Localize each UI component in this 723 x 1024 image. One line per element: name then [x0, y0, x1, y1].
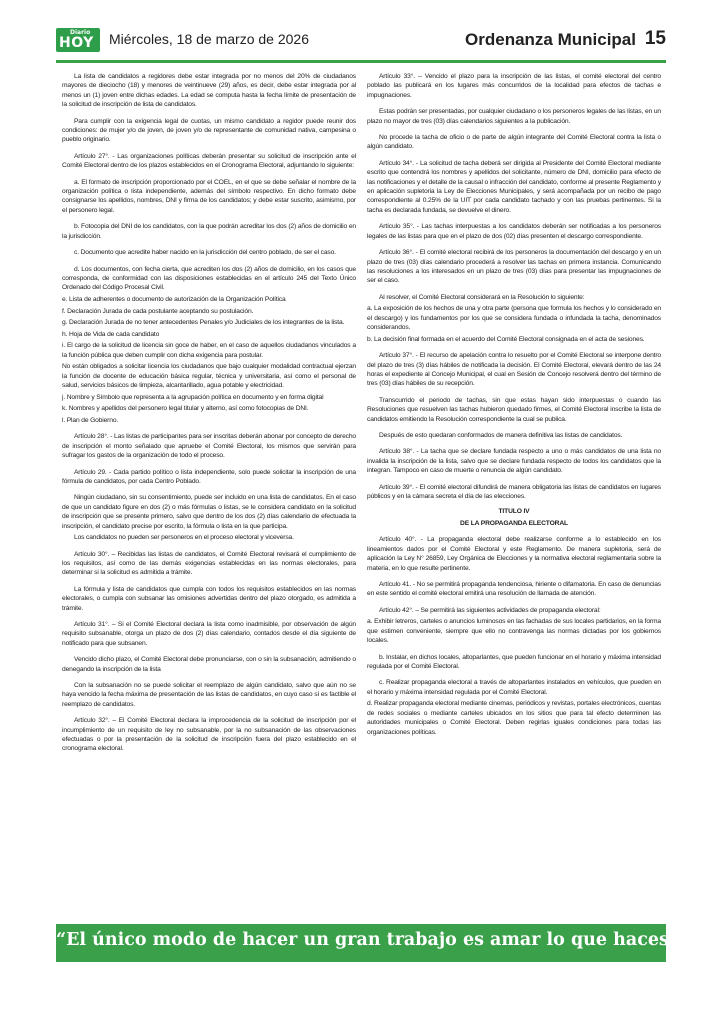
paragraph: Vencido dicho plazo, el Comité Electoral debe pronunciarse, con o sin la subsanación, admitiendo o denegando la inscripción de la lista	[62, 656, 356, 673]
paragraph: La lista de candidatos a regidores debe estar integrada por no menos del 20% de ciudadanos mayores de dieciocho (18) y menores de veintinueve (29) años, es decir, debe estar integrada por al menos un (1) joven entre dichas edades. La edad se computa hasta la fecha límite de presentación de la solicitud de inscripción de lista de candidatos.	[62, 73, 356, 109]
paragraph: Artículo 28°. - Las listas de participantes para ser inscritas deberán abonar por concepto de derecho de inscripción el monto señalado que apruebe el Comité Electoral, los mismos que servirán para sufragar los gastos de la organización de todo el proceso.	[62, 433, 356, 460]
paragraph: Artículo 41. - No se permitirá propaganda tendenciosa, hiriente o difamatoria. En caso de denuncias en este sentido el comité electoral emitirá una resolución de llamada de atención.	[367, 581, 661, 598]
paragraph: l. Plan de Gobierno.	[62, 416, 119, 424]
paragraph: b. Instalar, en dichos locales, altoparlantes, que pueden funcionar en el horario y máxima intensidad regulada por el Comité Electoral.	[367, 653, 661, 671]
section-title: Ordenanza Municipal	[465, 30, 636, 49]
paragraph: Artículo 33°. – Vencido el plazo para la inscripción de las listas, el comité electoral del centro poblado las publicará en los lugares más concurridos de la localidad para efectos de tachas e impugnaciones.	[367, 73, 661, 99]
paragraph: Con la subsanación no se puede solicitar el reemplazo de algún candidato, salvo que aún no se haya vencido la fecha máxima de presentación de las listas de candidatos, en cuyo caso sí es factible el reemplazo de candidatos.	[62, 682, 356, 708]
paragraph: h. Hoja de Vida de cada candidato	[62, 330, 160, 338]
paragraph: Artículo 32°. – El Comité Electoral declara la improcedencia de la solicitud de inscripción por el incumplimiento de un requisito de ley no subsanable, por la no subsanación de las observaciones efectuadas o por la presentación de la solicitud de inscripción fuera del plazo establecido en el cronograma electoral.	[62, 717, 356, 753]
section-heading: DE LA PROPAGANDA ELECTORAL	[460, 520, 568, 527]
paragraph: Artículo 27°. - Las organizaciones políticas deberán presentar su solicitud de inscripción ante el Comité Electoral dentro de los plazos establecidos en el Cronograma Electoral, adjuntando lo siguiente:	[62, 152, 356, 170]
page-header	[56, 28, 666, 54]
quote-text: “El único modo de hacer un gran trabajo es amar lo que haces”	[56, 930, 679, 950]
page-number: 15	[644, 28, 666, 49]
paragraph: Artículo 29. - Cada partido político o lista independiente, solo puede solicitar la inscripción de una fórmula de candidatos, por cada Centro Poblado.	[62, 468, 356, 485]
paragraph: No están obligados a solicitar licencia los ciudadanos que bajo cualquier modalidad contractual ejerzan la función de docente de educación básica regular, técnica y universitaria, así como el personal de salud, servicios básicos de limpieza, alcantarillado, agua potable y electricidad.	[62, 363, 356, 390]
paragraph: c. Documento que acredite haber nacido en la jurisdicción del centro poblado, de ser el caso.	[74, 249, 336, 257]
right-text-column	[367, 72, 661, 908]
paragraph: c. Realizar propaganda electoral a través de altoparlantes instalados en vehículos, que pueden en el horario y máxima intensidad regulada por el Comité Electoral.	[367, 679, 661, 696]
paragraph: b. La decisión final formada en el acuerdo del Comité Electoral consignada en el acta de sesiones.	[367, 335, 645, 343]
logo-hoy-text: HOY	[59, 35, 94, 51]
paragraph: Artículo 39°. - El comité electoral difundirá de manera obligatoria las listas de candidatos en lugares públicos y en la cámara secreta el día de las elecciones.	[367, 483, 661, 500]
paragraph: Artículo 35°. - Las tachas interpuestas a los candidatos deberán ser notificadas a los personeros legales de las listas para que en el plazo de dos (02) días presenten el descargo correspondiente.	[367, 223, 661, 240]
paragraph: Ningún ciudadano, sin su consentimiento, puede ser incluido en una lista de candidatos. En el caso de que un candidato figure en dos (2) o más fórmulas o listas, se le considera candidato en la solicitud de inscripción que se presente primero, salvo que dentro de los dos (2) días calendario de efectuada la inscripción, el candidato precise por escrito, la fórmula o lista en la que participa.	[62, 494, 356, 530]
section-heading: TITULO IV	[498, 508, 530, 516]
paragraph: Al resolver, el Comité Electoral considerará en la Resolución lo siguiente:	[379, 293, 585, 301]
paragraph: Artículo 42°. – Se permitirá las siguientes actividades de propaganda electoral:	[379, 606, 601, 614]
logo-diario-text: Diario	[70, 29, 91, 36]
paragraph: g. Declaración Jurada de no tener antecedentes Penales y/o Judiciales de los integrantes de la lista.	[62, 319, 345, 327]
header-divider	[56, 60, 666, 63]
paragraph: Artículo 30°. – Recibidas las listas de candidatos, el Comité Electoral revisará el cumplimiento de los requisitos, así como de las demás exigencias establecidas en las normas electorales, para determinar si la solicitud es admitida a trámite.	[62, 550, 356, 577]
paragraph: Artículo 36°. - El comité electoral recibirá de los personeros la documentación del descargo y en un plazo de tres (03) días calendario procederá a resolver las tachas en primera instancia. Comunicando las resoluciones a los interesados en un plazo de tres (03) días para presentar las impugnaciones de ser el caso.	[367, 249, 661, 285]
paragraph: a. La exposición de los hechos de una y otra parte (persona que formula los hechos y lo considerado en el descargo) y los fundamentos por los que se considera fundada o infundada la tacha, denominados considerandos.	[367, 305, 661, 332]
paragraph: Artículo 31°. – Si el Comité Electoral declara la lista como inadmisible, por observación de algún requisito subsanable, otorga un plazo de dos (2) días calendario, contados desde el día siguiente de notificado para que subsanen.	[62, 620, 356, 647]
paragraph: La fórmula y lista de candidatos que cumpla con todos los requisitos establecidos en las normas electorales, o cumpla con subsanar las omisiones advertidas dentro del plazo otorgado, es admitida a trámite.	[62, 585, 356, 612]
paragraph: b. Fotocopia del DNI de los candidatos, con la que podrán acreditar los dos (2) años de domicilio en la jurisdicción.	[62, 223, 356, 240]
paragraph: d. Los documentos, con fecha cierta, que acrediten los dos (2) años de domicilio, en los casos que corresponda, de conformidad con las disposiciones establecidas en el artículo 245 del Texto Único Ordenado del Código Procesal Civil.	[62, 265, 356, 292]
paragraph: Artículo 40°. - La propaganda electoral debe realizarse conforme a lo establecido en los lineamientos dados por el Comité Electoral y este Reglamento. De manera supletoria, será de aplicación la Ley N° 26859, Ley Orgánica de Elecciones y la normativa electoral reglamentaria sobre la materia, en lo que resulte pertinente.	[367, 536, 661, 572]
paragraph: a. El formato de inscripción proporcionado por el COEL, en el que se debe señalar el nombre de la organización política o lista independiente, además del símbolo respectivo. En dicho formato debe consignarse los apellidos, nombres, DNI y firma de los candidatos; y debe estar suscrito, asimismo, por el personero legal.	[62, 178, 356, 214]
paragraph: Artículo 34°. - La solicitud de tacha deberá ser dirigida al Presidente del Comité Electoral mediante escrito que contendrá los nombres y apellidos del solicitante, número de DNI, domicilio para efecto de las notificaciones y el detalle de la causal o infracción del candidato, conforme al presente Reglamento y en aplicación supletoria la Ley de Elecciones Municipales, y será acompañada por un recibo de pago correspondiente al 0.25% de la UIT por cada candidato tachado y con las pruebas pertinentes. Si la tacha es declarada fundada, se devuelve el dinero.	[367, 159, 661, 214]
paragraph: d. Realizar propaganda electoral mediante cinemas, periódicos y revistas, portales electrónicos, cuentas de redes sociales o mediante carteles ubicados en los sitios que para tal efecto determinen las autoridades municipales o Comité Electoral. Deben regirlas iguales condiciones para todas las organizaciones políticas.	[367, 700, 661, 736]
left-text-column	[62, 72, 356, 908]
paragraph: a. Exhibir letreros, carteles o anuncios luminosos en las fachadas de sus locales partidarios, en la forma que estimen conveniente, siempre que ello no contravenga las normas dictadas por los gobiernos locales.	[367, 618, 661, 645]
paragraph: j. Nombre y Símbolo que representa a la agrupación política en documento y en forma digital	[62, 393, 324, 401]
paragraph: Transcurrido el periodo de tachas, sin que estas hayan sido interpuestas o cuando las Resoluciones que resuelven las tachas hubieron quedado firmes, el Comité Electoral inscribe la lista de candidatos emitiendo la Resolución correspondiente la cual se publica.	[367, 396, 661, 423]
paragraph: Artículo 38°. - La tacha que se declare fundada respecto a uno o más candidatos de una lista no invalida la inscripción de la lista, salvo que se declare fundada respecto de todos los candidatos que la integran. Tampoco en caso de muerte o renuncia de algún candidato.	[367, 448, 661, 475]
issue-date: Miércoles, 18 de marzo de 2026	[109, 31, 309, 47]
paragraph: i. El cargo de la solicitud de licencia sin goce de haber, en el caso de aquellos ciudadanos vinculados a la función pública que deben cumplir con dicha exigencia para postular.	[62, 342, 356, 359]
paragraph: k. Nombres y apellidos del personero legal titular y alterno, así como fotocopias de DNI.	[62, 405, 309, 413]
paragraph: f. Declaración Jurada de cada postulante aceptando su postulación.	[62, 307, 254, 315]
newspaper-logo	[56, 28, 100, 52]
paragraph: Para cumplir con la exigencia legal de cuotas, un mismo candidato a regidor puede reunir dos condiciones: de mujer y/o de joven, de joven y/o de representante de comunidad nativa, campesina o pueblo originario.	[62, 117, 356, 144]
quote-banner	[56, 924, 679, 962]
paragraph: Artículo 37°. - El recurso de apelación contra lo resuelto por el Comité Electoral se interpone dentro del plazo de tres (3) días hábiles de notificada la decisión. El Comité Electoral, elevará dentro de las 24 horas el expediente al Concejo Municipal, el cual en Sesión de Concejo resolverá dentro del término de tres (03) días hábiles de su recepción.	[367, 352, 661, 388]
paragraph: Los candidatos no pueden ser personeros en el proceso electoral y viceversa.	[74, 534, 294, 542]
paragraph: e. Lista de adherentes o documento de autorización de la Organización Política	[62, 295, 286, 303]
paragraph: Estas podrán ser presentadas, por cualquier ciudadano o los personeros legales de las listas, en un plazo no mayor de tres (03) días calendarios siguientes a la publicación.	[367, 108, 661, 125]
paragraph: No procede la tacha de oficio o de parte de algún integrante del Comité Electoral contra la lista o algún candidato.	[367, 134, 661, 151]
paragraph: Después de esto quedaran conformados de manera definitiva las listas de candidatos.	[379, 431, 623, 439]
